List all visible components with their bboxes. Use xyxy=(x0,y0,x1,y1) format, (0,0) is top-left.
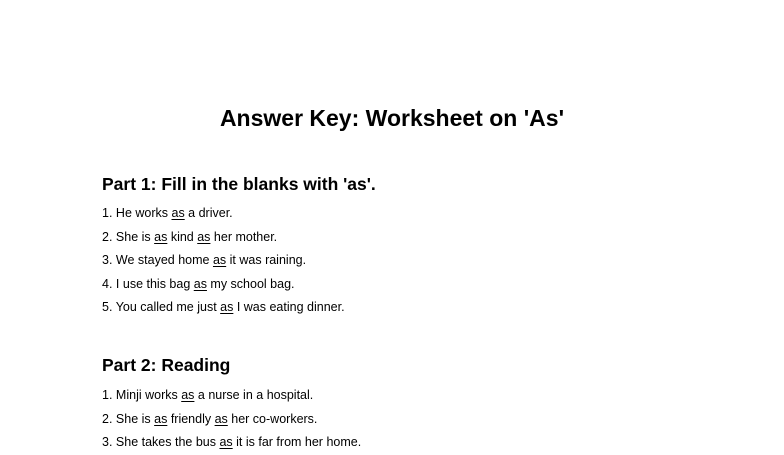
item-number: 4. xyxy=(102,276,113,291)
answer-item xyxy=(102,431,361,455)
item-text: a nurse in a hospital. xyxy=(194,388,314,402)
item-text: kind xyxy=(167,229,198,244)
item-text: her co-workers. xyxy=(227,411,318,426)
item-text: Minji works xyxy=(115,388,182,402)
item-number: 1. xyxy=(102,206,113,220)
item-text: a driver. xyxy=(184,206,233,220)
item-text: She takes the bus xyxy=(115,435,220,449)
answer-item xyxy=(102,408,361,432)
answer-word: as xyxy=(214,411,228,426)
item-number: 1. xyxy=(102,388,113,402)
part2-answer-list xyxy=(102,384,361,455)
answer-item xyxy=(102,273,345,297)
part2-heading: Part 2: Reading xyxy=(102,355,231,375)
answer-word: as xyxy=(154,229,168,244)
answer-item xyxy=(102,249,345,273)
answer-word: as xyxy=(171,206,185,220)
item-number: 2. xyxy=(102,229,113,244)
item-text: her mother. xyxy=(210,229,278,244)
answer-item xyxy=(102,296,345,320)
answer-word: as xyxy=(193,276,207,291)
item-text: my school bag. xyxy=(206,276,295,291)
item-number: 3. xyxy=(102,435,113,449)
item-number: 3. xyxy=(102,253,113,267)
item-text: I use this bag xyxy=(115,276,194,291)
item-number: 2. xyxy=(102,411,113,426)
item-text: We stayed home xyxy=(115,253,213,267)
part1-answer-list xyxy=(102,202,345,320)
item-text: I was eating dinner. xyxy=(233,300,345,314)
item-text: She is xyxy=(115,411,155,426)
item-text: friendly xyxy=(167,411,215,426)
answer-word: as xyxy=(197,229,211,244)
item-text: it is far from her home. xyxy=(232,435,362,449)
part1-heading: Part 1: Fill in the blanks with 'as'. xyxy=(102,174,376,194)
item-text: He works xyxy=(115,206,172,220)
answer-word: as xyxy=(181,388,195,402)
page-title: Answer Key: Worksheet on 'As' xyxy=(219,105,565,131)
item-text: She is xyxy=(115,229,155,244)
answer-word: as xyxy=(212,253,227,267)
item-text: You called me just xyxy=(115,300,221,314)
answer-word: as xyxy=(219,435,233,449)
answer-word: as xyxy=(154,411,168,426)
answer-word: as xyxy=(220,300,234,314)
item-text: it was raining. xyxy=(226,253,307,267)
answer-item xyxy=(102,202,345,226)
answer-item xyxy=(102,384,361,408)
answer-item xyxy=(102,226,345,250)
item-number: 5. xyxy=(102,300,113,314)
